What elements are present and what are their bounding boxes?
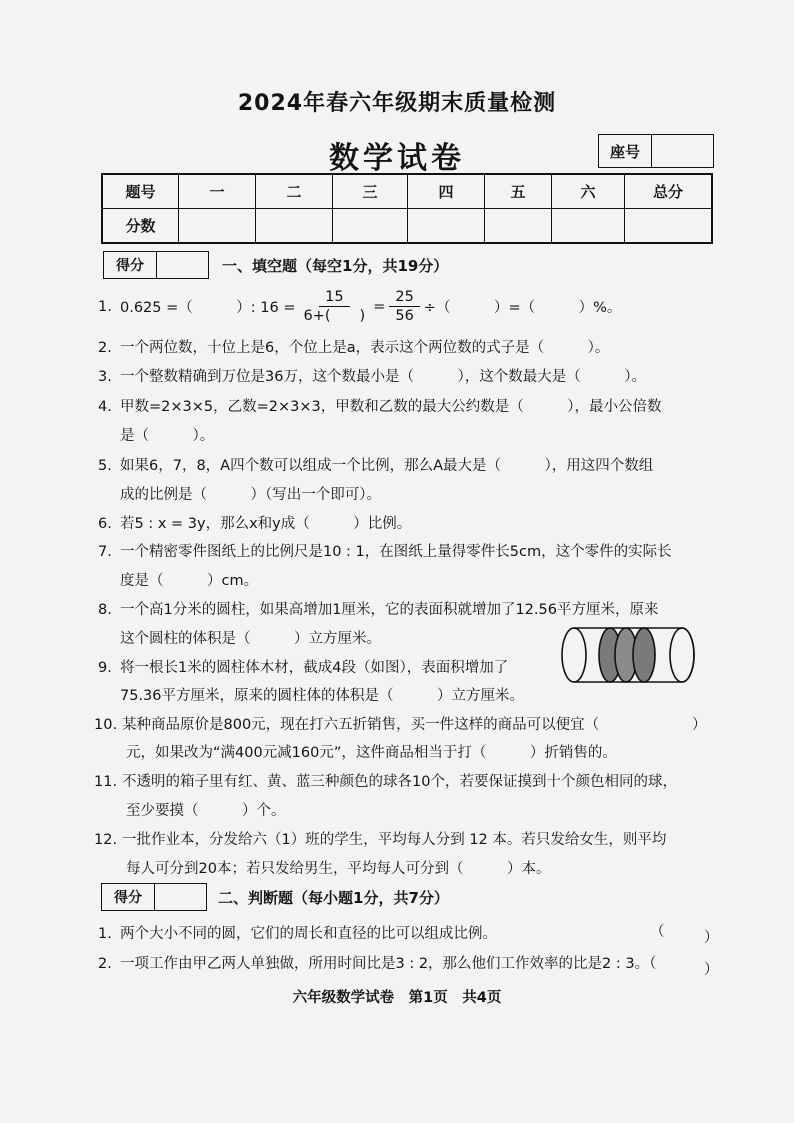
section1-score-field[interactable] xyxy=(157,252,208,278)
question-text: 一个精密零件图纸上的比例尺是10 : 1，在图纸上量得零件长5cm，这个零件的实际长 xyxy=(120,544,672,560)
question-11 xyxy=(94,770,677,791)
score-table-header: 三 xyxy=(333,174,408,209)
fraction-numerator: 15 xyxy=(319,288,349,307)
question-number: 12. xyxy=(94,832,118,848)
judge-question-2 xyxy=(98,952,656,973)
fraction-denominator: 6+( ) xyxy=(303,308,366,324)
score-row-label: 分数 xyxy=(102,209,179,244)
question-10-line2: 元，如果改为“满400元减160元”，这件商品相当于打（ ）折销售的。 xyxy=(126,745,617,761)
question-3 xyxy=(98,365,646,386)
question-number: 2. xyxy=(98,956,112,972)
section1-score-box xyxy=(103,251,209,279)
page-footer: 六年级数学试卷 第1页 共4页 xyxy=(292,990,502,1006)
question-text: 甲数=2×3×5，乙数=2×3×3，甲数和乙数的最大公约数是（ ），最小公倍数 xyxy=(120,399,662,415)
fraction-denominator: 56 xyxy=(395,308,414,324)
score-table-header: 五 xyxy=(485,174,552,209)
question-text: 某种商品原价是800元，现在打六五折销售，买一件这样的商品可以便宜（ xyxy=(122,717,600,733)
score-table-header: 一 xyxy=(179,174,256,209)
question-text: 一项工作由甲乙两人单独做，所用时间比是3 : 2，那么他们工作效率的比是2 : 3。（ xyxy=(120,956,657,972)
question-number: 1. xyxy=(98,926,112,942)
question-text: 一个两位数，十位上是6，个位上是a，表示这个两位数的式子是（ ）。 xyxy=(120,340,610,356)
fraction xyxy=(299,288,369,325)
section2-score-field[interactable] xyxy=(155,884,206,910)
question-8 xyxy=(98,598,658,619)
exam-title: 2024年春六年级期末质量检测 xyxy=(237,91,557,116)
score-table-header: 四 xyxy=(408,174,485,209)
section2-title: 二、判断题（每小题1分，共7分） xyxy=(218,889,449,907)
question-7 xyxy=(98,540,672,561)
question-text: 如果6，7，8，A四个数可以组成一个比例，那么A最大是（ ），用这四个数组 xyxy=(120,458,654,474)
question-number: 2. xyxy=(98,340,112,356)
score-table-header: 总分 xyxy=(625,174,713,209)
equals-sign: = xyxy=(373,298,386,315)
question-4 xyxy=(98,395,662,416)
question-9 xyxy=(98,656,508,677)
question-10 xyxy=(94,713,599,734)
question-number: 6. xyxy=(98,516,112,532)
question-6 xyxy=(98,512,411,533)
question-7-line2: 度是（ ）cm。 xyxy=(120,573,259,589)
question-8-line2: 这个圆柱的体积是（ ）立方厘米。 xyxy=(120,631,381,647)
question-number: 8. xyxy=(98,602,112,618)
score-table-header: 六 xyxy=(552,174,625,209)
seat-label: 座号 xyxy=(599,135,652,167)
score-cell[interactable] xyxy=(408,209,485,244)
answer-paren-close: ） xyxy=(704,930,719,946)
score-table-header: 二 xyxy=(256,174,333,209)
score-table-score-row xyxy=(102,209,712,244)
score-cell[interactable] xyxy=(485,209,552,244)
question-text: 一批作业本，分发给六（1）班的学生，平均每人分到 12 本。若只发给女生，则平均 xyxy=(122,832,667,848)
exam-subtitle: 数学试卷 xyxy=(329,141,465,176)
score-table-header: 题号 xyxy=(102,174,179,209)
question-text: 一个整数精确到万位是36万，这个数最小是（ ），这个数最大是（ ）。 xyxy=(120,369,646,385)
score-cell[interactable] xyxy=(179,209,256,244)
question-text: 一个高1分米的圆柱，如果高增加1厘米，它的表面积就增加了12.56平方厘米，原来 xyxy=(120,602,659,618)
question-5 xyxy=(98,454,653,475)
question-number: 7. xyxy=(98,544,112,560)
section2-score-box xyxy=(101,883,207,911)
section1-title: 一、填空题（每空1分，共19分） xyxy=(222,257,449,275)
question-number: 3. xyxy=(98,369,112,385)
question-number: 5. xyxy=(98,458,112,474)
question-5-line2: 成的比例是（ ）（写出一个即可）。 xyxy=(120,487,381,503)
answer-paren-close: ） xyxy=(704,962,719,978)
question-11-line2: 至少要摸（ ）个。 xyxy=(126,803,286,819)
question-number: 11. xyxy=(94,774,118,790)
question-2 xyxy=(98,336,609,357)
question-1-part: 0.625 =（ ）: 16 = xyxy=(120,300,296,316)
seat-number-box xyxy=(598,134,714,168)
question-12 xyxy=(94,828,666,849)
answer-paren-open: （ xyxy=(650,924,665,940)
judge-question-1 xyxy=(98,922,497,943)
question-9-line2: 75.36平方厘米，原来的圆柱体的体积是（ ）立方厘米。 xyxy=(120,688,525,704)
score-box-label: 得分 xyxy=(104,252,157,278)
question-number: 10. xyxy=(94,717,118,733)
score-cell[interactable] xyxy=(333,209,408,244)
question-number: 4. xyxy=(98,399,112,415)
question-1-part: ÷（ ）=（ ）%。 xyxy=(423,300,622,316)
close-paren: ） xyxy=(692,717,707,733)
score-cell[interactable] xyxy=(552,209,625,244)
score-cell[interactable] xyxy=(256,209,333,244)
score-cell[interactable] xyxy=(625,209,713,244)
score-table-header-row xyxy=(102,174,712,209)
question-text: 两个大小不同的圆，它们的周长和直径的比可以组成比例。 xyxy=(120,926,497,942)
question-number: 1. xyxy=(98,298,112,315)
question-12-line2: 每人可分到20本；若只发给男生，平均每人可分到（ ）本。 xyxy=(126,861,551,877)
question-4-line2: 是（ ）。 xyxy=(120,428,215,444)
question-1 xyxy=(98,288,621,325)
question-text: 若5 : x = 3y，那么x和y成（ ）比例。 xyxy=(120,516,412,532)
seat-number-field[interactable] xyxy=(652,135,713,167)
fraction xyxy=(389,288,419,325)
cylinder-figure xyxy=(560,626,700,684)
fraction-numerator: 25 xyxy=(389,288,419,307)
score-table xyxy=(101,173,713,244)
question-text: 将一根长1米的圆柱体木材，截成4段（如图），表面积增加了 xyxy=(120,660,509,676)
question-text: 不透明的箱子里有红、黄、蓝三种颜色的球各10个，若要保证摸到十个颜色相同的球， xyxy=(122,774,677,790)
question-number: 9. xyxy=(98,660,112,676)
score-box-label: 得分 xyxy=(102,884,155,910)
